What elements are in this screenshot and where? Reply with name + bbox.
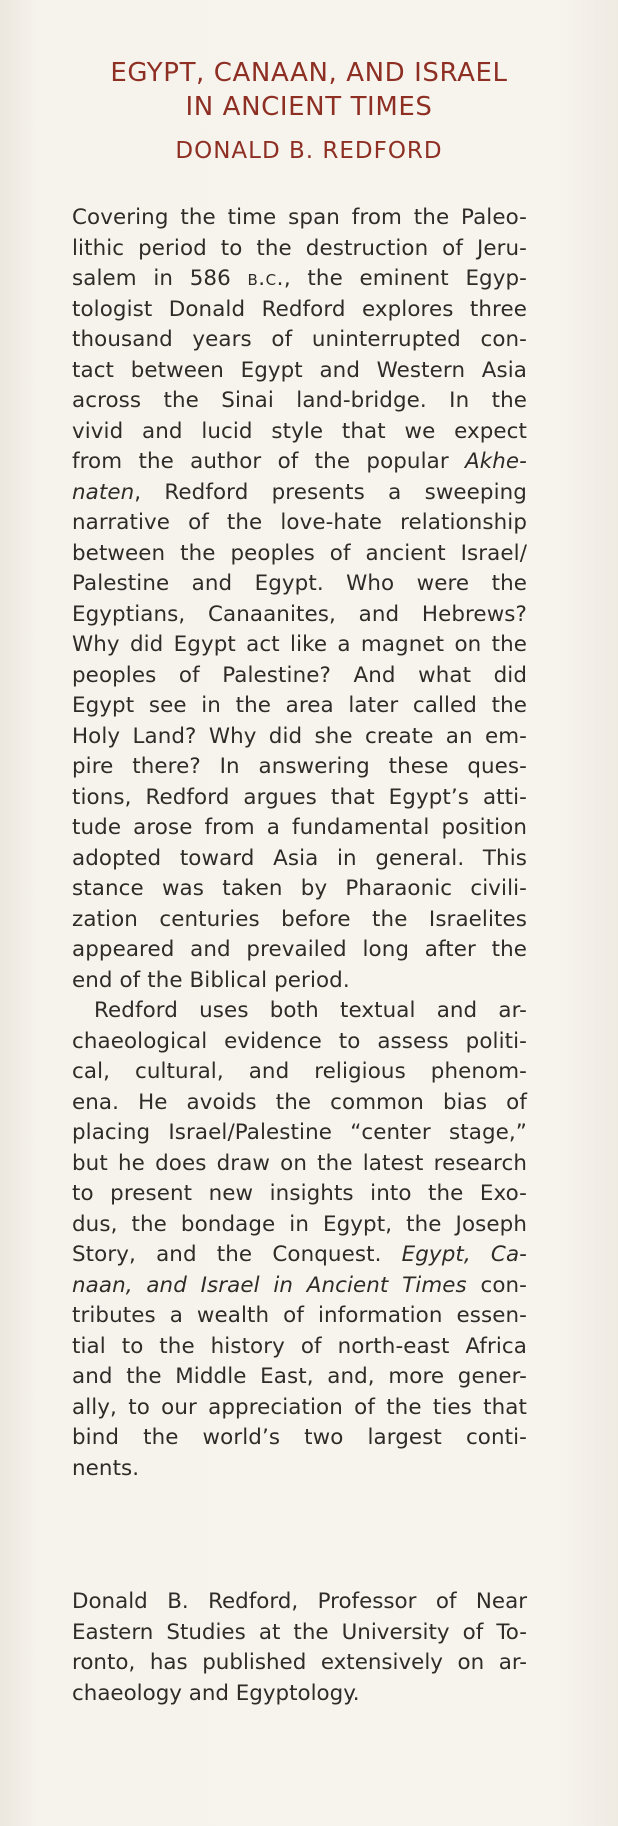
description-line: vivid and lucid style that we expect xyxy=(72,418,527,444)
description-line: tions, Redford argues that Egypt’s atti- xyxy=(72,784,527,810)
description-line: zation centuries before the Israelites xyxy=(72,906,527,932)
description-line: Egyptians, Canaanites, and Hebrews? xyxy=(72,601,527,627)
author-bio xyxy=(72,1587,527,1709)
description-line: and the Middle East, and, more gener- xyxy=(72,1364,527,1389)
description-line: Palestine and Egypt. Who were the xyxy=(72,571,527,596)
description-line: tial to the history of north-east Africa xyxy=(72,1333,527,1359)
description-line: salem in 586 b.c., the eminent Egyp- xyxy=(72,266,527,291)
description-line: lithic period to the destruction of Jeru- xyxy=(72,235,527,261)
description-line: Why did Egypt act like a magnet on the xyxy=(72,632,527,657)
description-line: but he does draw on the latest research xyxy=(72,1150,527,1176)
description-line: narrative of the love-hate relationship xyxy=(72,510,527,535)
description-line: ena. He avoids the common bias of xyxy=(72,1089,527,1115)
description-line: cal, cultural, and religious phenom- xyxy=(72,1059,527,1084)
description-line: thousand years of uninterrupted con- xyxy=(72,327,527,352)
description-line: between the peoples of ancient Israel/ xyxy=(72,540,527,566)
description-line: bind the world’s two largest conti- xyxy=(72,1425,527,1450)
description-line: dus, the bondage in Egypt, the Joseph xyxy=(72,1211,527,1237)
description-line: placing Israel/Palestine “center stage,” xyxy=(72,1120,527,1145)
book-title-line-2: IN ANCIENT TIMES xyxy=(185,92,433,122)
description-line: nents. xyxy=(72,1455,140,1481)
italic-book-title: Egypt, Ca- xyxy=(401,1242,527,1267)
description-line: naan, and Israel in Ancient Times con- xyxy=(72,1272,527,1298)
book-title-line-1: EGYPT, CANAAN, AND ISRAEL xyxy=(110,58,508,88)
description-line: to present new insights into the Exo- xyxy=(72,1181,527,1206)
description-line: Redford uses both textual and ar- xyxy=(94,998,527,1023)
description-line: pire there? In answering these ques- xyxy=(72,754,527,779)
bc-abbreviation: b.c. xyxy=(247,266,284,291)
description-line: Egypt see in the area later called the xyxy=(72,693,527,718)
description-line: tact between Egypt and Western Asia xyxy=(72,357,527,383)
description-line: Story, and the Conquest. Egypt, Ca- xyxy=(72,1242,527,1267)
bio-line: ronto, has published extensively on ar- xyxy=(72,1650,527,1675)
description-line: across the Sinai land-bridge. In the xyxy=(72,388,527,413)
description-line: end of the Biblical period. xyxy=(72,967,350,993)
description-line: Holy Land? Why did she create an em- xyxy=(72,723,527,749)
italic-book-title: naten xyxy=(72,479,135,505)
description-line: Covering the time span from the Paleo- xyxy=(72,205,527,230)
description-line: from the author of the popular Akhe- xyxy=(72,449,527,474)
description-line: peoples of Palestine? And what did xyxy=(72,662,527,688)
description-line: adopted toward Asia in general. This xyxy=(72,845,527,871)
description-line: chaeological evidence to assess politi- xyxy=(72,1028,527,1054)
book-header xyxy=(0,56,618,166)
italic-book-title: Akhe- xyxy=(465,449,527,474)
description-line: stance was taken by Pharaonic civili- xyxy=(72,876,527,901)
description-line: naten, Redford presents a sweeping xyxy=(72,479,527,505)
description-line: tude arose from a fundamental position xyxy=(72,815,527,840)
bio-line: Eastern Studies at the University of To- xyxy=(72,1619,527,1645)
italic-book-title: naan, and Israel in Ancient Times xyxy=(72,1272,467,1298)
description-line: tologist Donald Redford explores three xyxy=(72,296,527,322)
author-name: DONALD B. REDFORD xyxy=(175,138,443,164)
description-line: appeared and prevailed long after the xyxy=(72,937,527,962)
bio-line: Donald B. Redford, Professor of Near xyxy=(72,1589,527,1614)
bio-line: chaeology and Egyptology. xyxy=(72,1680,360,1706)
description-line: ally, to our appreciation of the ties that xyxy=(72,1394,527,1420)
description-line: tributes a wealth of information essen- xyxy=(72,1303,527,1328)
book-description xyxy=(72,203,527,1484)
